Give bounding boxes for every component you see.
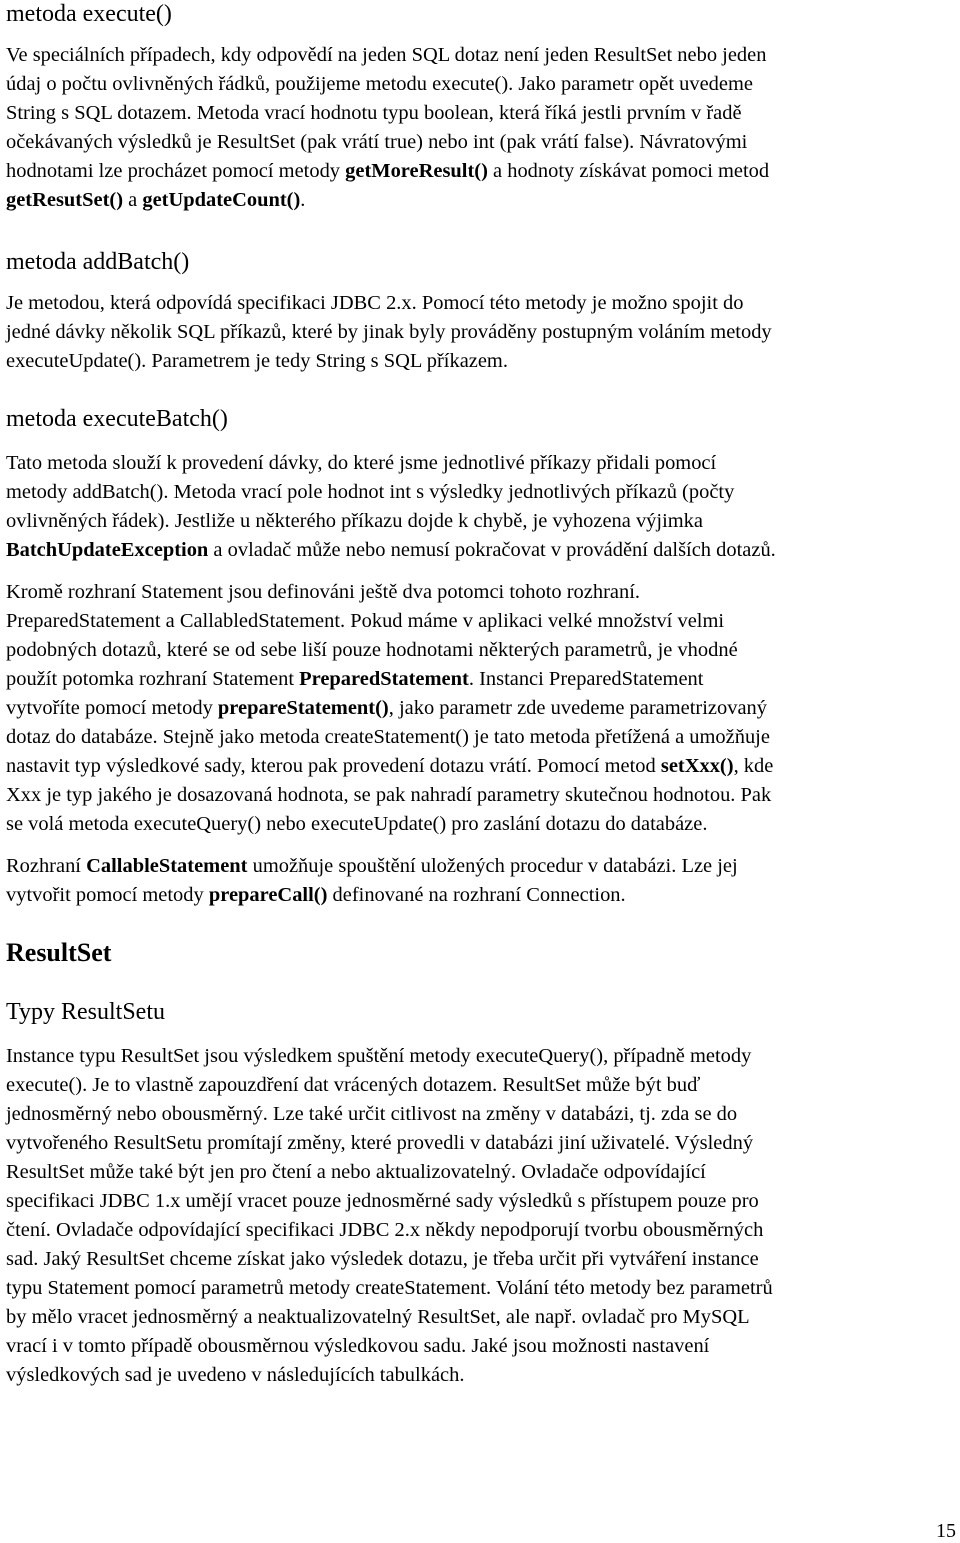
text-line: Xxx je typ jakého je dosazovaná hodnota, se pak nahradí parametry skutečnou hodnotou. Pak: [6, 784, 772, 806]
heading-addbatch: metoda addBatch(): [6, 249, 190, 275]
text-line: Tato metoda slouží k provedení dávky, do které jsme jednotlivé příkazy přidali pomocí: [6, 452, 717, 474]
exception-name: BatchUpdateException: [6, 539, 209, 561]
text-line: metody addBatch(). Metoda vrací pole hodnot int s výsledky jednotlivých příkazů (počty: [6, 481, 735, 503]
text-line: [6, 665, 954, 694]
paragraph-prepared-statement: [6, 578, 956, 839]
text-span: použít potomka rozhraní Statement: [6, 668, 300, 690]
text-line: String s SQL dotazem. Metoda vrací hodnotu typu boolean, která říká jestli prvním v řadě: [6, 102, 742, 124]
heading-executebatch: metoda executeBatch(): [6, 406, 228, 432]
text-line: jedné dávky několik SQL příkazů, které by jinak byly prováděny postupným voláním metody: [6, 321, 772, 343]
text-span: Rozhraní: [6, 855, 87, 877]
text-line: executeUpdate(). Parametrem je tedy String s SQL příkazem.: [6, 350, 508, 372]
text-line: Kromě rozhraní Statement jsou definováni ještě dva potomci tohoto rozhraní.: [6, 581, 641, 603]
heading-resultset: ResultSet: [6, 938, 112, 967]
text-line: výsledkových sad je uvedeno v následujících tabulkách.: [6, 1364, 465, 1386]
text-span: , jako parametr zde uvedeme parametrizovaný: [388, 697, 768, 719]
text-line: očekávaných výsledků je ResultSet (pak vrátí true) nebo int (pak vrátí false). Návratovými: [6, 131, 748, 153]
subheading-resultset-types: Typy ResultSetu: [6, 999, 165, 1025]
text-line: ResultSet může také být jen pro čtení a nebo aktualizovatelný. Ovladače odpovídající: [6, 1161, 706, 1183]
text-line: vytvořeného ResultSetu promítají změny, které provedli v databázi jiní uživatelé. Výsledný: [6, 1132, 754, 1154]
text-line: [6, 752, 954, 781]
text-line: se volá metoda executeQuery() nebo executeUpdate() pro zaslání dotazu do databáze.: [6, 813, 708, 835]
text-line: sad. Jaký ResultSet chceme získat jako výsledek dotazu, je třeba určit při vytváření instance: [6, 1248, 759, 1270]
text-span: vytvoříte pomocí metody: [6, 697, 218, 719]
text-line: specifikaci JDBC 1.x umějí vracet pouze jednosměrné sady výsledků s přístupem pouze pro: [6, 1190, 759, 1212]
text-span: a hodnoty získávat pomoci metod: [487, 160, 770, 182]
text-line: jednosměrný nebo obousměrný. Lze také určit citlivost na změny v databázi, tj. zda se do: [6, 1103, 738, 1125]
text-line: ovlivněných řádek). Jestliže u některého příkazu dojde k chybě, je vyhozena výjimka: [6, 510, 703, 532]
text-line: vrací i v tomto případě obousměrnou výsledkovou sadu. Jaké jsou možnosti nastavení: [6, 1335, 710, 1357]
text-line: [6, 694, 954, 723]
text-line: dotaz do databáze. Stejně jako metoda createStatement() je tato metoda přetížená a umožňuje: [6, 726, 770, 748]
text-span: definované na rozhraní Connection.: [327, 884, 626, 906]
paragraph-resultset: [6, 1042, 956, 1390]
method-name: prepareStatement(): [217, 697, 389, 719]
method-name: prepareCall(): [208, 884, 328, 906]
text-line: execute(). Je to vlastně zapouzdření dat vrácených dotazem. ResultSet může být buď: [6, 1074, 701, 1096]
heading-execute: metoda execute(): [6, 1, 172, 27]
paragraph-callable-statement: [6, 852, 956, 910]
text-line: [6, 157, 954, 186]
text-line: podobných dotazů, které se od sebe liší pouze hodnotami některých parametrů, je vhodné: [6, 639, 738, 661]
text-span: nastavit typ výsledkové sady, kterou pak provedení dotazu vrátí. Pomocí metod: [6, 755, 661, 777]
text-span: umožňuje spouštění uložených procedur v databázi. Lze jej: [247, 855, 738, 877]
paragraph-addbatch: [6, 289, 956, 376]
text-line: by mělo vracet jednosměrný a neaktualizovatelný ResultSet, ale např. ovladač pro MySQL: [6, 1306, 750, 1328]
text-line: [6, 536, 954, 565]
text-line: [6, 881, 954, 910]
text-span: a ovladač může nebo nemusí pokračovat v provádění dalších dotazů.: [208, 539, 776, 561]
class-name: PreparedStatement: [299, 668, 469, 690]
text-line: [6, 186, 954, 215]
text-line: údaj o počtu ovlivněných řádků, použijeme metodu execute(). Jako parametr opět uvedeme: [6, 73, 753, 95]
paragraph-execute: [6, 41, 956, 215]
text-span: hodnotami lze procházet pomocí metody: [6, 160, 346, 182]
text-span: , kde: [733, 755, 774, 777]
text-span: vytvořit pomocí metody: [6, 884, 209, 906]
text-line: čtení. Ovladače odpovídající specifikaci JDBC 2.x někdy nepodporují tvorbu obousměrných: [6, 1219, 764, 1241]
class-name: CallableStatement: [86, 855, 248, 877]
method-name: setXxx(): [660, 755, 734, 777]
text-line: typu Statement pomocí parametrů metody createStatement. Volání této metody bez parametrů: [6, 1277, 773, 1299]
page-number: 15: [936, 1520, 956, 1542]
text-line: Instance typu ResultSet jsou výsledkem spuštění metody executeQuery(), případně metody: [6, 1045, 752, 1067]
method-name: getResutSet(): [6, 189, 124, 211]
text-line: Je metodou, která odpovídá specifikaci JDBC 2.x. Pomocí této metody je možno spojit do: [6, 292, 744, 314]
method-name: getUpdateCount(): [142, 189, 301, 211]
text-span: .: [300, 189, 306, 211]
text-line: Ve speciálních případech, kdy odpovědí na jeden SQL dotaz není jeden ResultSet nebo jeden: [6, 44, 767, 66]
text-span: a: [123, 189, 143, 211]
method-name: getMoreResult(): [345, 160, 488, 182]
text-span: . Instanci PreparedStatement: [468, 668, 704, 690]
paragraph-executebatch: [6, 449, 956, 565]
text-line: [6, 852, 954, 881]
text-line: PreparedStatement a CallabledStatement. Pokud máme v aplikaci velké množství velmi: [6, 610, 725, 632]
